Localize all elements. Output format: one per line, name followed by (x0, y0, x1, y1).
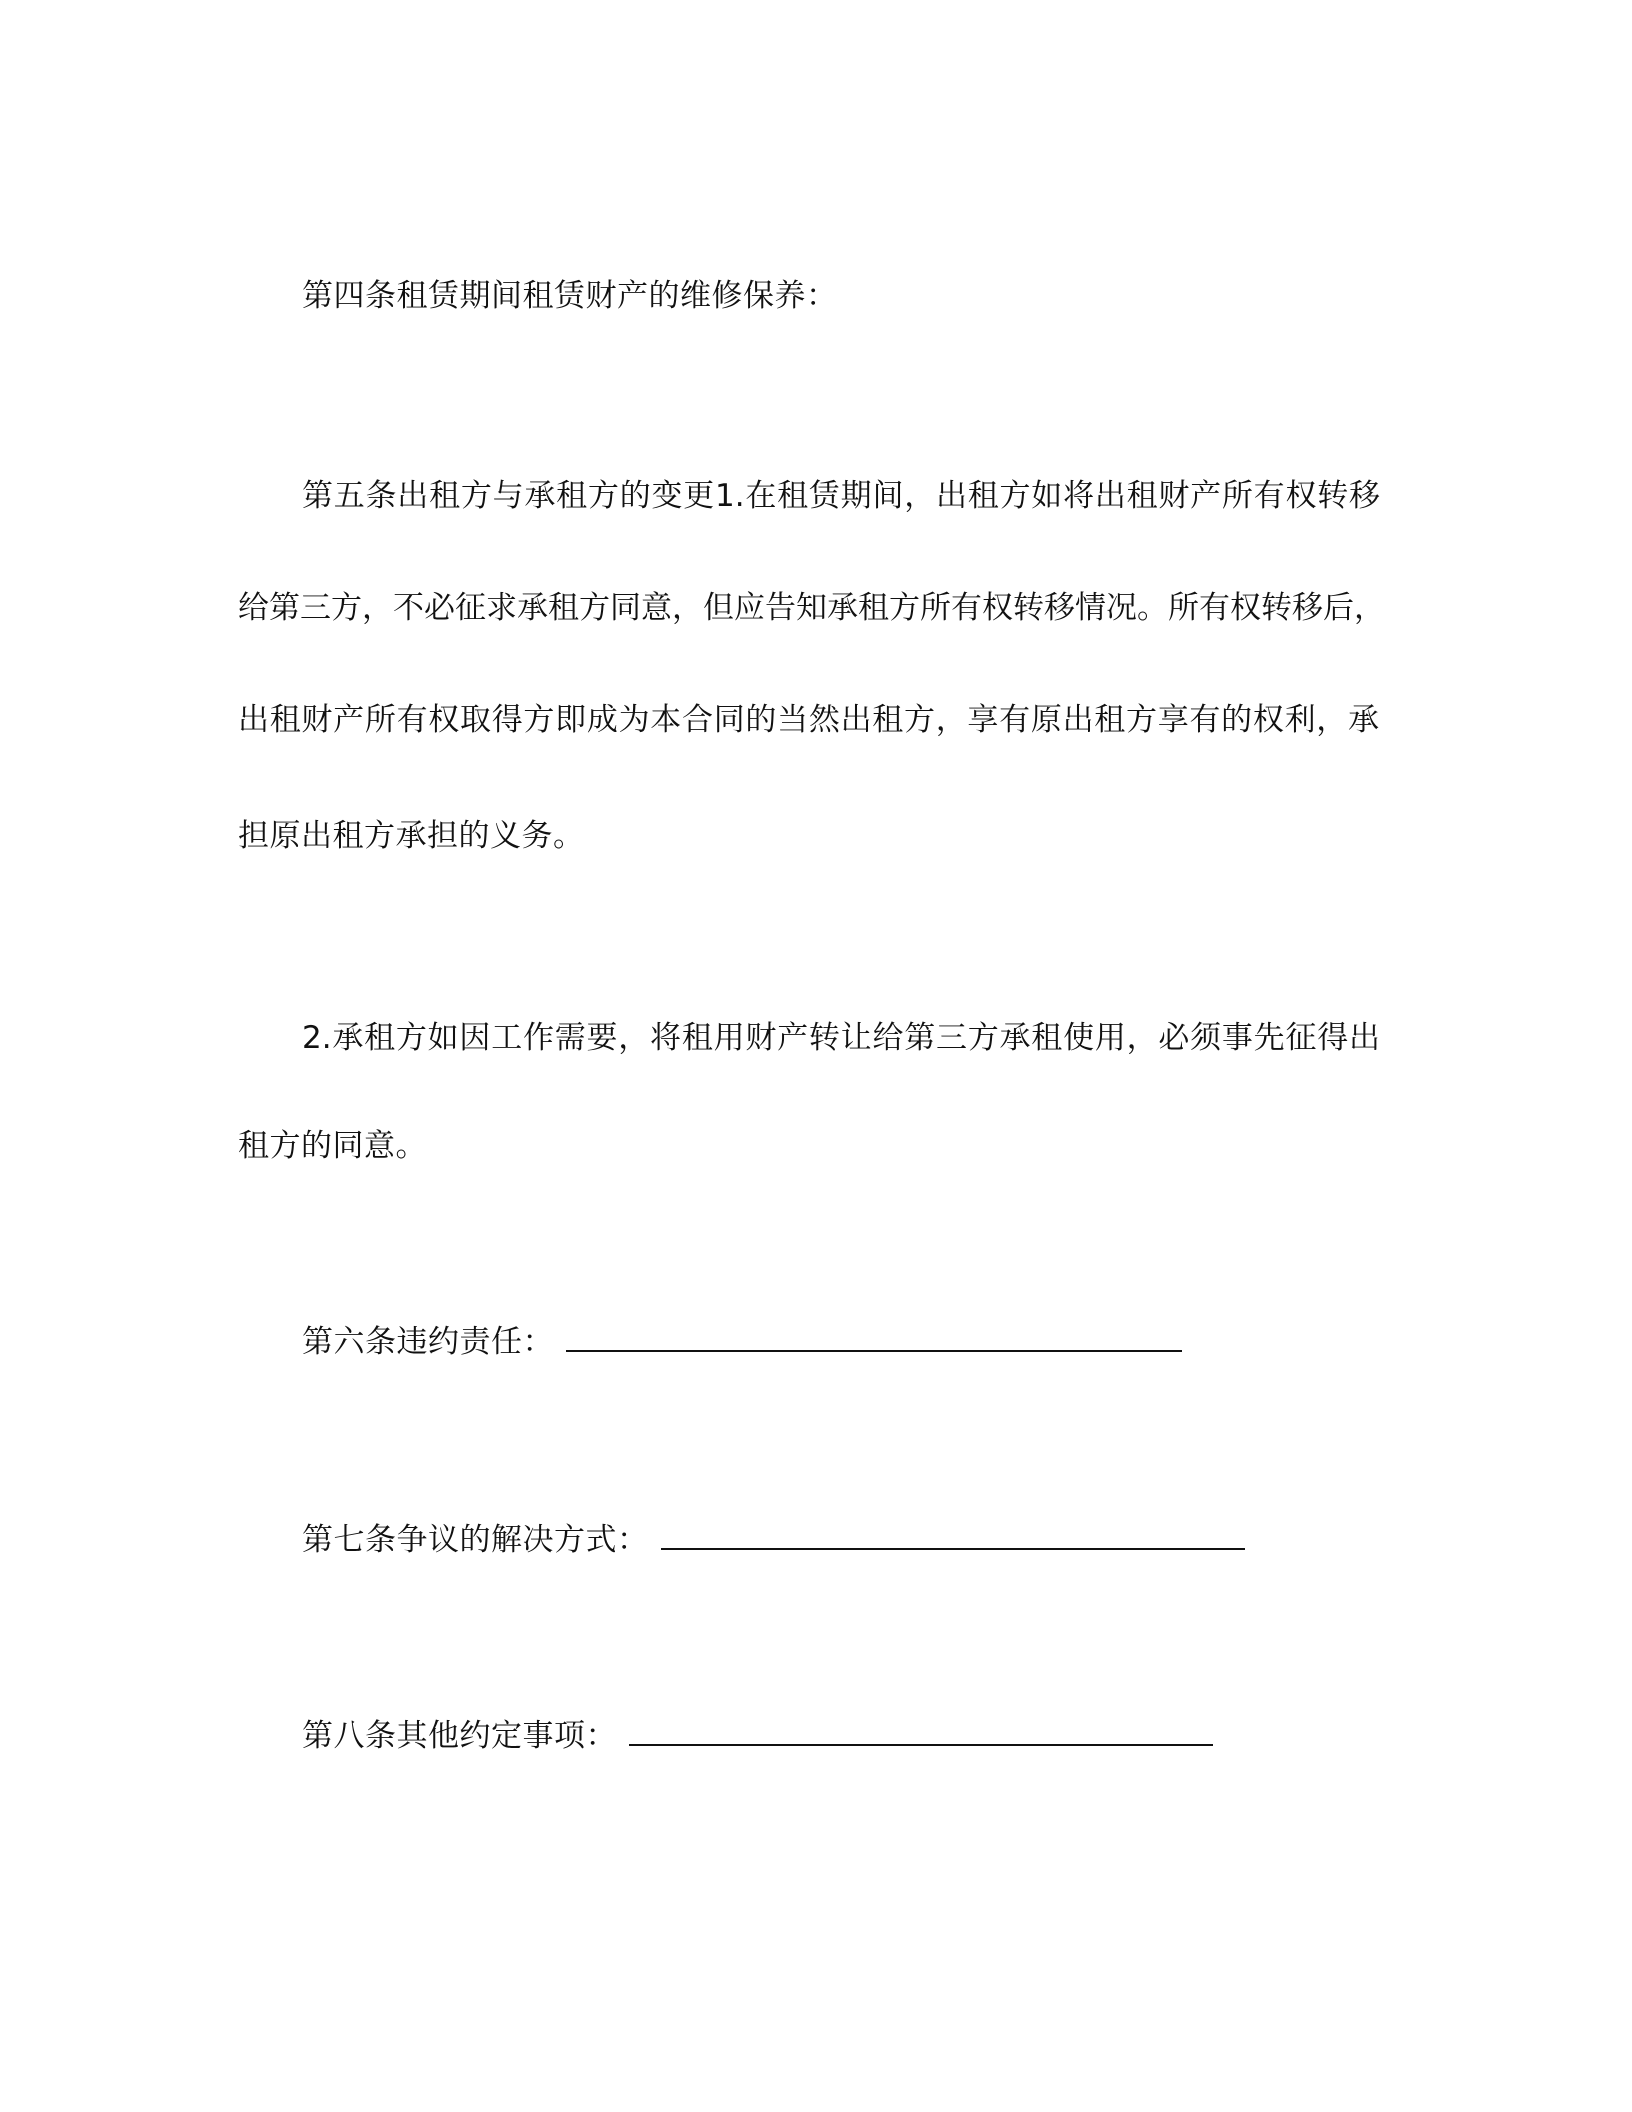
article-7-fill-line (661, 1518, 1245, 1550)
article-5-line-3: 出租财产所有权取得方即成为本合同的当然出租方，享有原出租方享有的权利，承 (238, 702, 1379, 738)
article-8-row (302, 1714, 1213, 1758)
article-5-item-2-line-2: 租方的同意。 (238, 1128, 427, 1164)
article-7-label: 第七条争议的解决方式： (302, 1522, 649, 1558)
article-5-item-2-line-1: 2.承租方如因工作需要，将租用财产转让给第三方承租使用，必须事先征得出 (302, 1020, 1380, 1056)
article-8-fill-line (629, 1714, 1213, 1746)
article-5-line-2: 给第三方，不必征求承租方同意，但应告知承租方所有权转移情况。所有权转移后， (238, 590, 1385, 626)
article-7-row (302, 1518, 1245, 1562)
article-6-label: 第六条违约责任： (302, 1324, 554, 1360)
article-5-line-4: 担原出租方承担的义务。 (238, 818, 585, 854)
article-5-line-1: 第五条出租方与承租方的变更1.在租赁期间，出租方如将出租财产所有权转移 (302, 478, 1380, 514)
article-8-label: 第八条其他约定事项： (302, 1718, 617, 1754)
article-6-fill-line (566, 1320, 1182, 1352)
article-6-row (302, 1320, 1182, 1364)
article-4-heading: 第四条租赁期间租赁财产的维修保养： (302, 278, 838, 314)
